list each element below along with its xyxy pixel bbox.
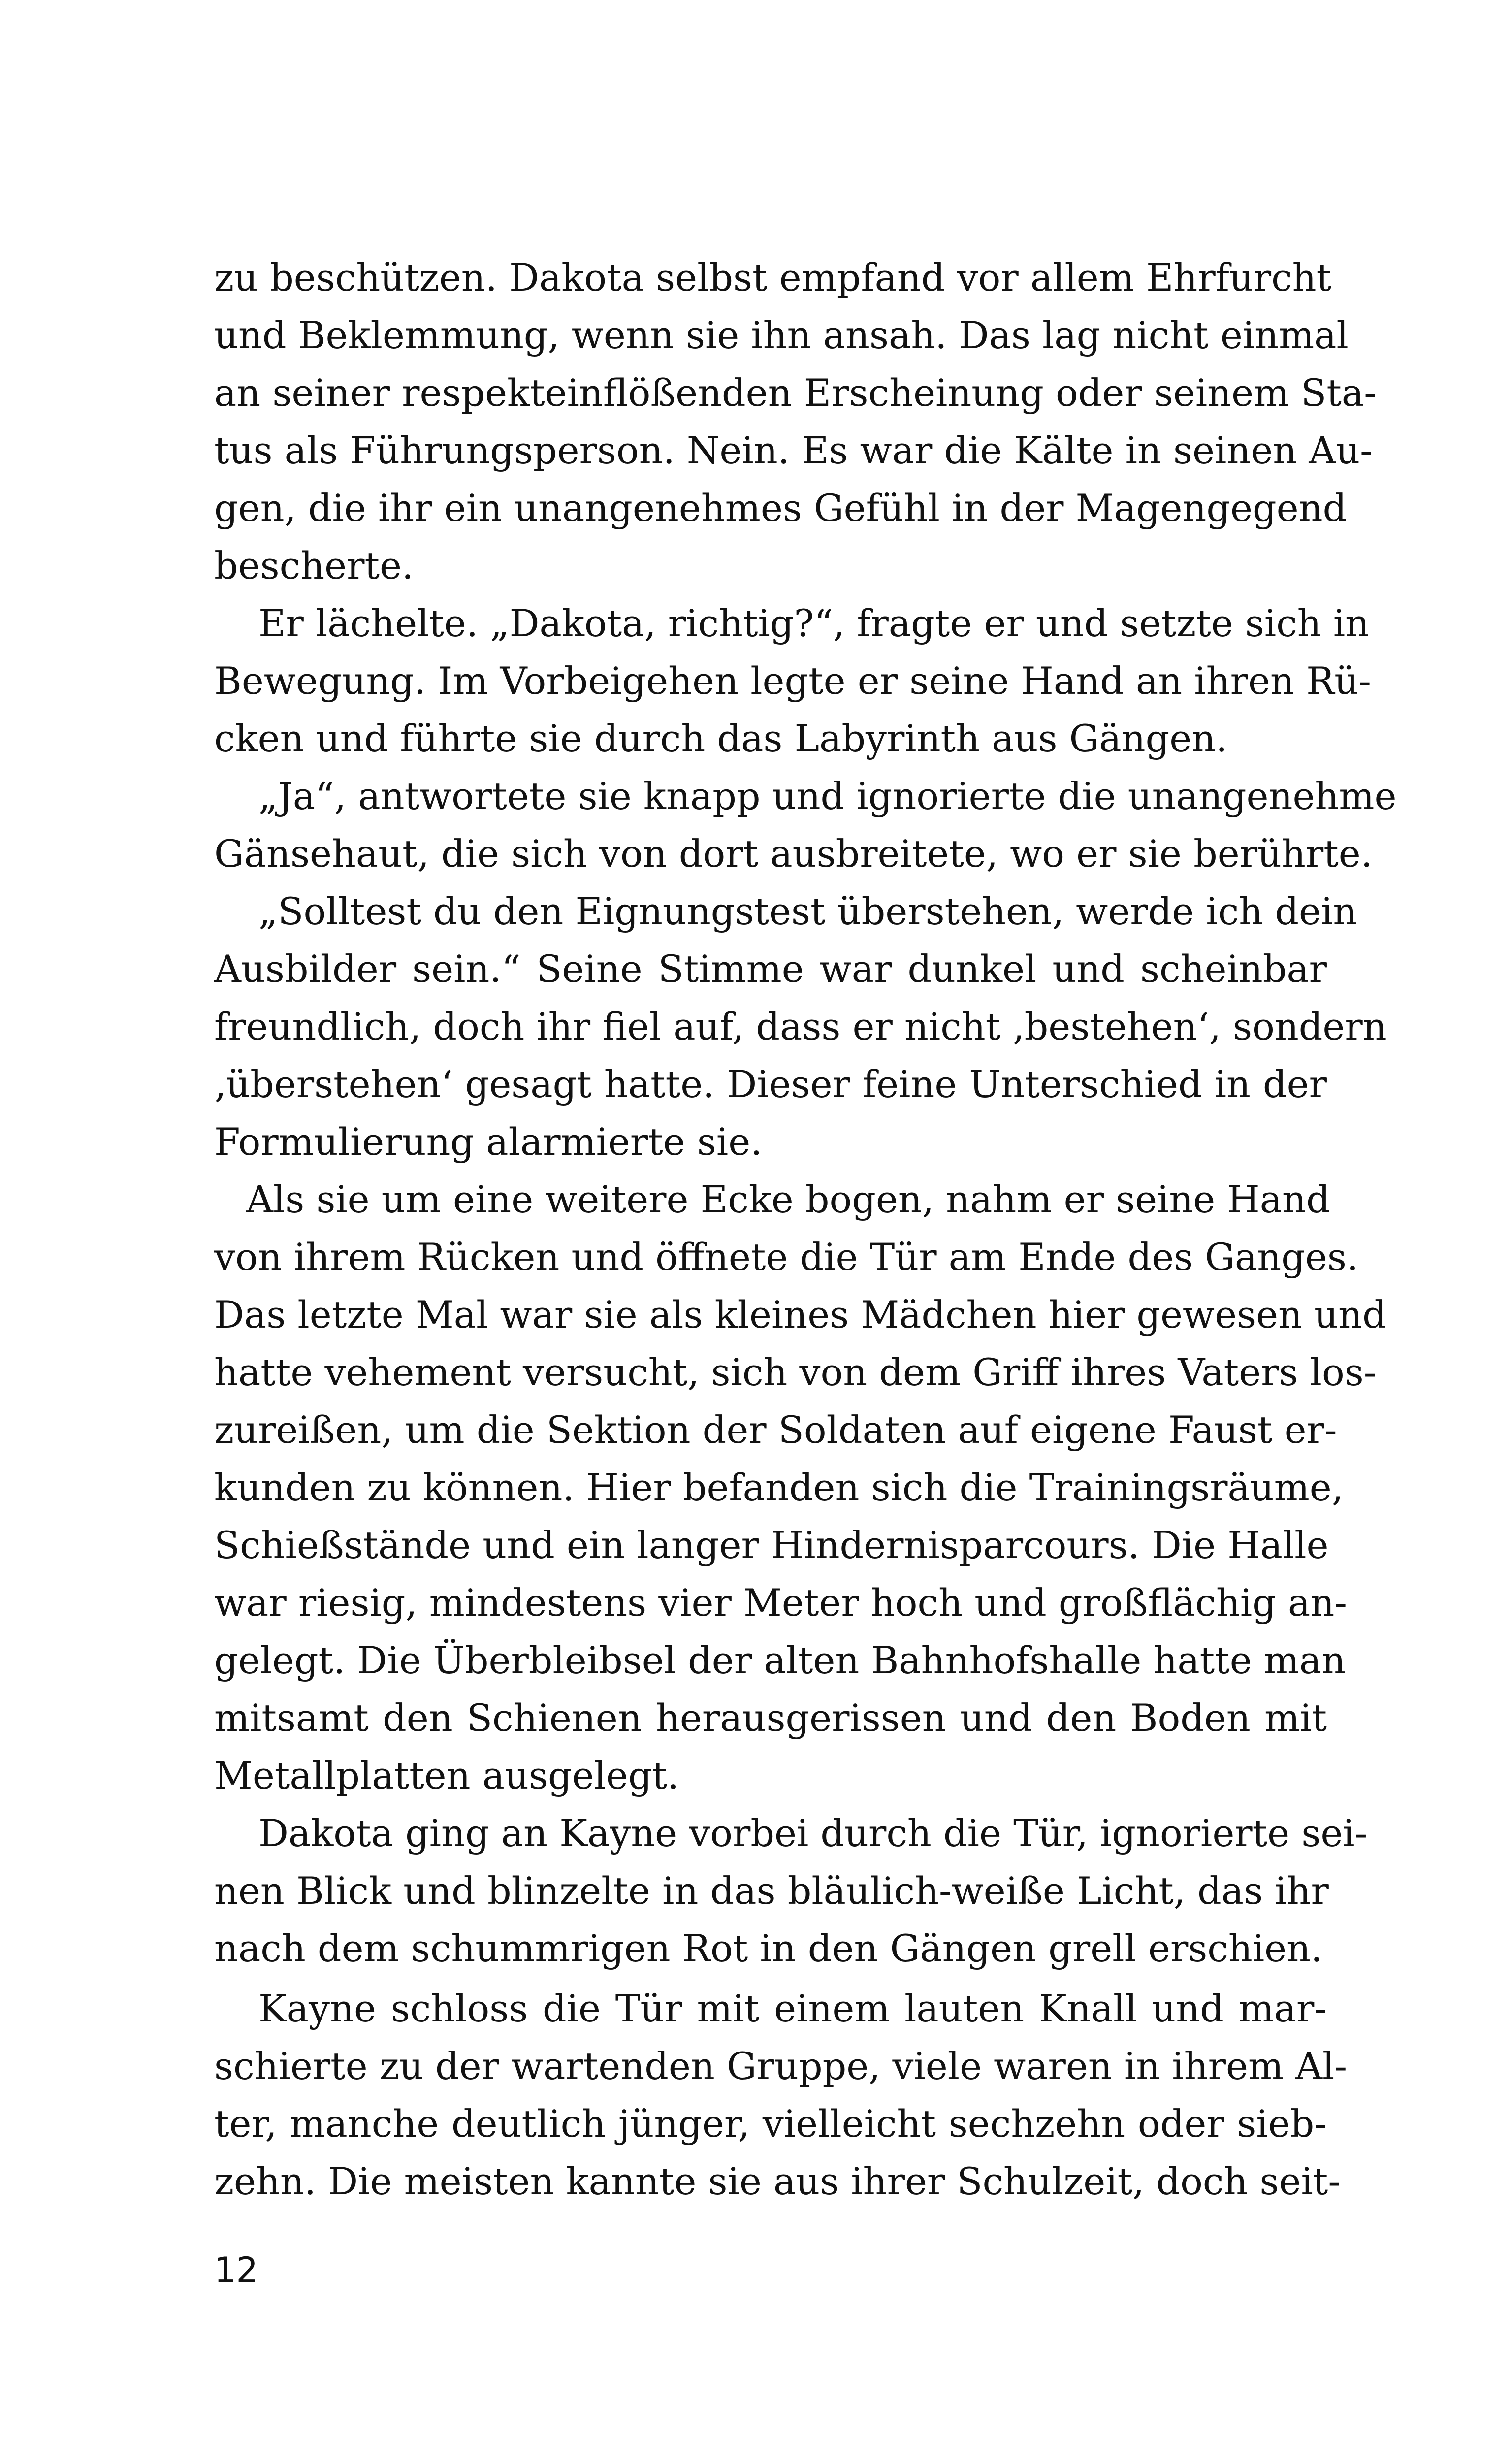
text-line: ‚überstehen‘ gesagt hatte. Dieser feine Unterschied in der [214,1062,1327,1106]
text-line: Als sie um eine weitere Ecke bogen, nahm er seine Hand [246,1177,1330,1221]
text-line: hatte vehement versucht, sich von dem Griff ihres Vaters los- [214,1350,1377,1394]
text-line: freundlich, doch ihr fiel auf, dass er nicht ‚bestehen‘, sondern [214,1005,1387,1048]
text-line: nach dem schummrigen Rot in den Gängen grell erschien. [214,1926,1323,1970]
text-line: schierte zu der wartenden Gruppe, viele waren in ihrem Al- [214,2044,1348,2088]
text-line: Kayne schloss die Tür mit einem lauten Knall und mar- [258,1987,1327,2030]
text-line: gelegt. Die Überbleibsel der alten Bahnhofshalle hatte man [214,1638,1346,1682]
text-line: cken und führte sie durch das Labyrinth aus Gängen. [214,717,1228,760]
text-line: von ihrem Rücken und öffnete die Tür am Ende des Ganges. [214,1235,1359,1279]
text-line: Gänsehaut, die sich von dort ausbreitete, wo er sie berührte. [214,832,1373,876]
text-line: Formulierung alarmierte sie. [214,1120,763,1164]
text-line: bescherte. [214,544,414,587]
text-line: Das letzte Mal war sie als kleines Mädchen hier gewesen und [214,1293,1386,1336]
text-line: nen Blick und blinzelte in das bläulich-weiße Licht, das ihr [214,1869,1329,1913]
body-text [214,249,1397,2210]
text-line: zureißen, um die Sektion der Soldaten auf eigene Faust er- [214,1408,1337,1452]
text-line: Dakota ging an Kayne vorbei durch die Tür, ignorierte sei- [258,1811,1368,1855]
text-line: tus als Führungsperson. Nein. Es war die Kälte in seinen Au- [214,428,1373,472]
text-line: an seiner respekteinflößenden Erscheinung oder seinem Sta- [214,371,1377,415]
text-line: Schießstände und ein langer Hindernisparcours. Die Halle [214,1523,1329,1567]
text-line: „Ja“, antwortete sie knapp und ignorierte die unangenehme [258,774,1397,818]
text-line: zehn. Die meisten kannte sie aus ihrer Schulzeit, doch seit- [214,2159,1341,2203]
text-line: gen, die ihr ein unangenehmes Gefühl in der Magengegend [214,486,1347,530]
text-line: „Solltest du den Eignungstest überstehen, werde ich dein [258,889,1357,933]
text-line: zu beschützen. Dakota selbst empfand vor allem Ehrfurcht [214,256,1332,299]
text-line: mitsamt den Schienen herausgerissen und den Boden mit [214,1696,1327,1740]
text-line: Metallplatten ausgelegt. [214,1754,679,1797]
text-line: Ausbilder sein.“ Seine Stimme war dunkel und scheinbar [214,947,1327,991]
page-number: 12 [214,2250,258,2290]
text-line: und Beklemmung, wenn sie ihn ansah. Das lag nicht einmal [214,313,1349,357]
text-line: kunden zu können. Hier befanden sich die Trainingsräume, [214,1466,1344,1509]
text-line: Bewegung. Im Vorbeigehen legte er seine Hand an ihren Rü- [214,659,1371,703]
text-line: war riesig, mindestens vier Meter hoch und großflächig an- [214,1581,1347,1625]
text-line: ter, manche deutlich jünger, vielleicht sechzehn oder sieb- [214,2102,1327,2146]
text-line: Er lächelte. „Dakota, richtig?“, fragte er und setzte sich in [258,601,1370,645]
